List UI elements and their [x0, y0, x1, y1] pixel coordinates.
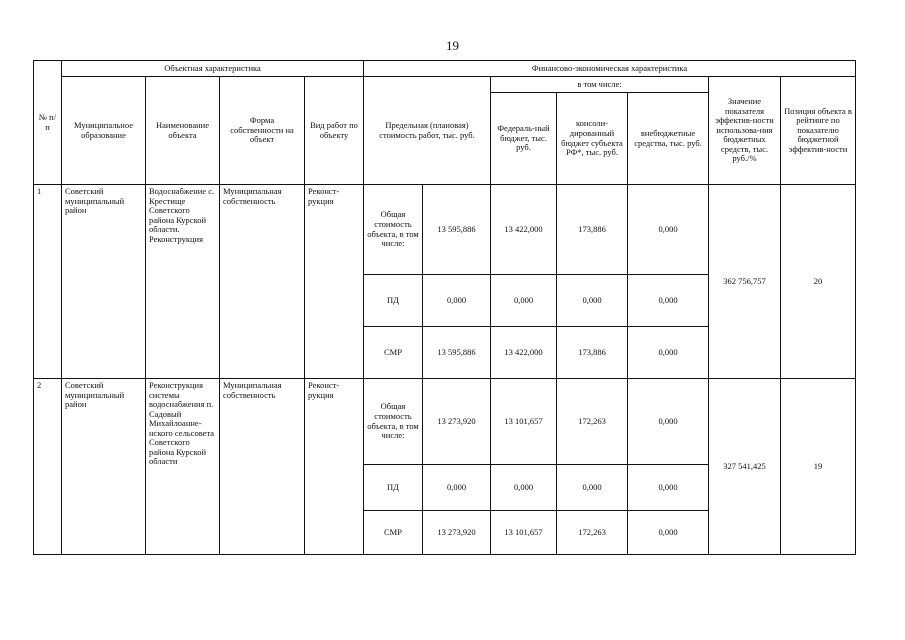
header-max-cost: Предельная (плановая) стоимость работ, тыс. руб. [364, 77, 491, 185]
cell-total: 13 273,920 [423, 511, 491, 555]
page-number: 19 [446, 38, 459, 53]
header-fin-char: Финансово-экономическая характеристика [364, 61, 856, 77]
row-rating: 19 [781, 379, 856, 555]
cell-offbudget: 0,000 [628, 465, 709, 511]
cell-federal: 0,000 [491, 465, 557, 511]
cell-offbudget: 0,000 [628, 275, 709, 327]
header-work-type: Вид работ по объекту [305, 77, 364, 185]
cell-consolidated: 173,886 [557, 327, 628, 379]
cell-federal: 13 101,657 [491, 511, 557, 555]
table-row [34, 379, 856, 465]
sub-label: ПД [364, 465, 423, 511]
object-table [33, 60, 856, 555]
cell-federal: 13 422,000 [491, 327, 557, 379]
cell-total: 13 595,886 [423, 185, 491, 275]
cell-consolidated: 0,000 [557, 465, 628, 511]
cell-consolidated: 173,886 [557, 185, 628, 275]
header-offbudget: внебюджетные средства, тыс. руб. [628, 93, 709, 185]
sub-label: ПД [364, 275, 423, 327]
sub-label: Общая стоимость объекта, в том числе: [364, 379, 423, 465]
header-name: Наименование объекта [146, 77, 220, 185]
row-ownership: Муниципальная собственность [220, 379, 305, 555]
cell-total: 0,000 [423, 465, 491, 511]
row-ownership: Муниципальная собственность [220, 185, 305, 379]
header-efficiency: Значение показателя эффектив-ности использова-ния бюджетных средств, тыс. руб./% [709, 77, 781, 185]
cell-total: 13 595,886 [423, 327, 491, 379]
row-num: 1 [34, 185, 62, 379]
row-num: 2 [34, 379, 62, 555]
header-ownership: Форма собственности на объект [220, 77, 305, 185]
table-row [34, 185, 856, 275]
cell-total: 0,000 [423, 275, 491, 327]
header-mun: Муниципальное образование [62, 77, 146, 185]
cell-offbudget: 0,000 [628, 379, 709, 465]
row-work-type: Реконст-рукция [305, 379, 364, 555]
sub-label: СМР [364, 327, 423, 379]
row-name: Водоснабжение с. Крестище Советского района Курской области. Реконструкция [146, 185, 220, 379]
header-federal: Федераль-ный бюджет, тыс. руб. [491, 93, 557, 185]
row-mun: Советский муниципальный район [62, 185, 146, 379]
header-object-char: Объектная характеристика [62, 61, 364, 77]
row-rating: 20 [781, 185, 856, 379]
cell-offbudget: 0,000 [628, 511, 709, 555]
cell-federal: 13 422,000 [491, 185, 557, 275]
row-name: Реконструкция системы водоснабжения п. Садовый Михайлоанне-нского сельсовета Советского района Курской области [146, 379, 220, 555]
row-work-type: Реконст-рукция [305, 185, 364, 379]
cell-offbudget: 0,000 [628, 327, 709, 379]
cell-federal: 13 101,657 [491, 379, 557, 465]
cell-consolidated: 172,263 [557, 379, 628, 465]
sub-label: СМР [364, 511, 423, 555]
sub-label: Общая стоимость объекта, в том числе: [364, 185, 423, 275]
header-incl: в том числе: [491, 77, 709, 93]
cell-consolidated: 0,000 [557, 275, 628, 327]
row-mun: Советский муниципальный район [62, 379, 146, 555]
row-efficiency: 327 541,425 [709, 379, 781, 555]
cell-offbudget: 0,000 [628, 185, 709, 275]
header-num: № п/п [34, 61, 62, 185]
cell-total: 13 273,920 [423, 379, 491, 465]
row-efficiency: 362 756,757 [709, 185, 781, 379]
header-rating: Позиция объекта в рейтинге по показателю бюджетной эффектив-ности [781, 77, 856, 185]
header-consolidated: консоли-дированный бюджет субъекта РФ*, тыс. руб. [557, 93, 628, 185]
cell-consolidated: 172,263 [557, 511, 628, 555]
cell-federal: 0,000 [491, 275, 557, 327]
